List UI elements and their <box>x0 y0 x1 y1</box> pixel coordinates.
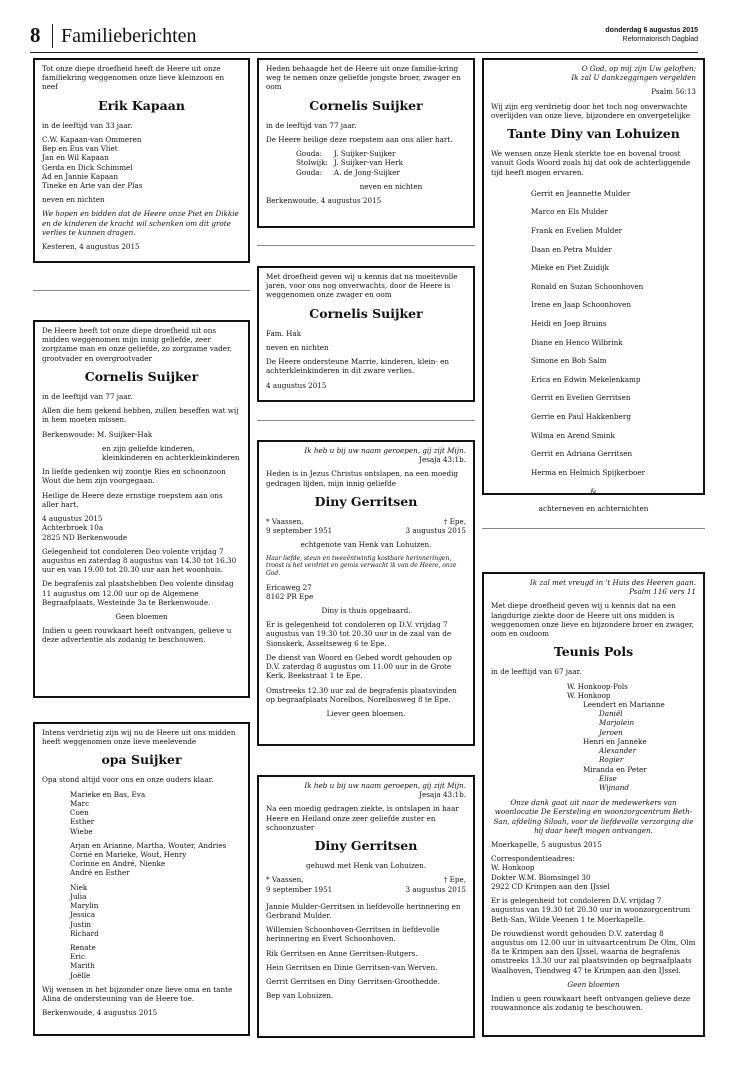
page-number: 8 <box>30 23 41 47</box>
family-member: Herma en Helmich Spijkerboer <box>531 467 646 477</box>
family-line: Hein Gerritsen en Dinie Gerritsen-van Werven. <box>266 962 438 972</box>
address-city: 8162 PR Epe <box>266 591 314 601</box>
notice-diny-gerritsen-siblings <box>257 775 475 1038</box>
cousins-line: neven en nichten <box>266 342 329 352</box>
condolence-text: Gelegenheid tot condoleren Deo volente vrijdag 7 augustus en zaterdag 8 augustus van 14.30 tot 16.30 uur en van 19.00 tot 20.30 uur aan het woonhuis. <box>42 546 237 575</box>
age-line: in de leeftijd van 33 jaar. <box>42 120 133 130</box>
grandchildren-group <box>42 943 241 980</box>
ampersand: & <box>590 486 597 496</box>
notice-intro: Heden is in Jezus Christus ontslapen, na een moedig gedragen lijden, mijn innig geliefde <box>266 469 459 488</box>
grandchild: Julia <box>70 891 87 901</box>
verse-text: Heilige de Heere deze ernstige roepstem aan ons aller hart. <box>42 490 223 509</box>
deceased-name: Diny Gerritsen <box>314 493 418 509</box>
grandchild: André en Esther <box>70 868 130 878</box>
grandchild: Marith <box>70 961 95 971</box>
funeral-text: De begrafenis zal plaatshebben Deo volente dinsdag 11 augustus om 12.00 uur op de Algemene Begraafplaats, Westeinde 3a te Berkenwoude. <box>42 579 234 607</box>
grandchild: Corinne en André, Nienke <box>70 859 166 869</box>
grandchild: Joëlle <box>70 970 91 980</box>
family-member: Miranda en Peter <box>583 764 647 774</box>
place-date: Berkenwoude, 4 augustus 2015 <box>42 1008 158 1018</box>
grandchildren-group <box>42 883 241 938</box>
grandchild: Eric <box>70 952 86 962</box>
place-date: Moerkapelle, 5 augustus 2015 <box>491 840 602 850</box>
place-date: Berkenwoude, 4 augustus 2015 <box>266 195 382 205</box>
family-member: Tineke en Arie van der Plas <box>42 180 143 190</box>
grandchild: Rogier <box>599 755 624 765</box>
grandchild: Marieke en Bas, Eva <box>70 789 146 799</box>
notice-cornelis-suijker-siblings <box>257 58 475 228</box>
address-street: Achterbroek 10a <box>42 523 104 533</box>
condolence-text: Er is gelegenheid tot condoleren op D.V. vrijdag 7 augustus van 19.30 tot 20.30 uur in de zaal van de Sionskerk, Asseltseweg 6 te Epe. <box>266 620 452 648</box>
bible-ref: Psalm 56:13 <box>651 87 696 97</box>
notice-intro: De Heere heeft tot onze diepe droefheid uit ons midden weggenomen mijn innig geliefde, zeer zorgzame man en onze geliefde, zo zorgzame vader, grootvader en overgrootvader <box>42 326 232 363</box>
flowers-line: Liever geen bloemen. <box>326 708 406 718</box>
died-date: 3 augustus 2015 <box>405 526 466 536</box>
address-line: 2922 CD Krimpen aan den IJssel <box>491 881 610 891</box>
divider <box>257 420 475 421</box>
family-member: Marco en Els Mulder <box>531 207 608 217</box>
spouse-line: echtgenote van Henk van Lohuizen. <box>300 540 432 550</box>
poem-line: troost is het verdriet en gemis verwacht ik van de Heere, onze God. <box>266 562 457 577</box>
notice-diny-gerritsen-spouse <box>257 440 475 746</box>
service-text: De dienst van Woord en Gebed wordt gehouden op D.V. zaterdag 8 augustus om 11.00 uur in de Grote Kerk, Beekstraat 1 te Epe. <box>266 652 452 681</box>
family-member: Erica en Edwin Mekelenkamp <box>531 374 641 384</box>
died-place: † Epe, <box>443 875 466 885</box>
verse-text: De Heere heilige deze roepstem aan ons aller hart. <box>266 134 453 144</box>
bible-ref: Psalm 116 vers 11 <box>629 587 696 597</box>
birth-death-dates <box>266 885 466 894</box>
family-member: Daan en Petra Mulder <box>531 244 612 254</box>
address-label: Correspondentieadres: <box>491 854 575 864</box>
divider <box>482 528 705 529</box>
grandchildren-group <box>42 790 241 836</box>
header-date: donderdag 6 augustus 2015 <box>605 27 698 34</box>
condolence-text: Er is gelegenheid tot condoleren D.V. vrijdag 7 augustus van 19.30 tot 20.30 uur in woonzorgcentrum Beth-San, Wilde Veenen 1 te Moerkapelle. <box>491 896 691 924</box>
notice-intro: Na een moedig gedragen ziekte, is ontslapen in haar Heere en Heiland onze zeer geliefde zuster en schoonzuster <box>266 804 459 832</box>
deceased-name: opa Suijker <box>101 752 182 768</box>
family-line: Jannie Mulder-Gerritsen in liefdevolle herinnering en Gerbrand Mulder. <box>266 901 461 920</box>
notice-intro: Met droefheid geven wij u kennis dat na moeitevolle jaren, voor ons nog onverwachts, door de Heere is weggenomen onze zwager en oom <box>266 272 458 300</box>
section-title: Familieberichten <box>52 24 197 48</box>
family-line: Bep van Lohuizen. <box>266 991 334 1001</box>
family-member: Ad en Jannie Kapaan <box>42 171 118 181</box>
support-text: De Heere ondersteune Marrie, kinderen, klein- en achterkleinkinderen in dit zware verlies. <box>266 357 450 376</box>
deceased-name: Diny Gerritsen <box>314 838 418 854</box>
notice-intro: Heden behaagde het de Heere uit onze familie-kring weg te nemen onze geliefde jongste broer, zwager en oom <box>266 64 461 92</box>
family-member: Leendert en Marianne <box>583 699 665 709</box>
grandchild: Jessica <box>70 910 96 920</box>
family-line: Willemien Schoonhoven-Gerritsen in liefdevolle herinnering en Evert Schoonhoven. <box>266 925 440 944</box>
notice-intro: Met diepe droefheid geven wij u kennis dat na een langdurige ziekte door de Heere uit ons midden is weggenomen onze lieve en bijzondere broer en zwager, oom en oudoom <box>491 601 694 639</box>
header-meta <box>605 26 698 44</box>
grandchildren-group <box>42 841 241 878</box>
family-member: Irene en Jaap Schoonhoven <box>531 300 631 310</box>
grandchild: Esther <box>70 817 95 827</box>
family-member: Wilma en Arend Smink <box>531 430 615 440</box>
funeral-text: De rouwdienst wordt gehouden D.V. zaterdag 8 augustus om 12.00 uur in uitvaartcentrum De Olm, Olm 8a te Krimpen aan den IJssel, waarna de begrafenis omstreeks 13.30 uur zal plaatsvinden op begraafplaats Waalhoven, Tiendweg 47 te Krimpen aan den IJssel. <box>491 928 696 975</box>
notice-teunis-pols <box>482 572 705 1037</box>
notice-cornelis-suijker-hak <box>257 266 475 402</box>
family-member: J. Suijker-Suijker <box>333 149 396 159</box>
flowers-line: Geen bloemen <box>115 612 168 622</box>
family-member: Gerrit en Adriana Gerritsen <box>531 449 633 459</box>
died-place: † Epe, <box>443 516 466 526</box>
flowers-line: Geen bloemen <box>567 979 620 989</box>
family-line: Gerrit Gerritsen en Diny Gerritsen-Groothedde. <box>266 977 440 987</box>
burial-text: Omstreeks 12.30 uur zal de begrafenis plaatsvinden op begraafplaats Norelbos, Norelbosweg 8 te Epe. <box>266 685 457 704</box>
family-line: Rik Gerritsen en Anne Gerritsen-Rutgers. <box>266 948 418 958</box>
deceased-name: Cornelis Suijker <box>84 368 199 384</box>
family-member: A. de Jong-Suijker <box>333 167 400 177</box>
age-line: in de leeftijd van 77 jaar. <box>266 120 357 130</box>
children-line: kleinkinderen en achterkleinkinderen <box>102 452 240 462</box>
notice-text: Indien u geen rouwkaart heeft ontvangen, gelieve u deze advertentie als zodanig te beschouwen. <box>42 626 232 645</box>
bible-quote: Ik zal U dankzeggingen vergelden <box>571 73 696 83</box>
home-line: Diny is thuis opgebaard. <box>321 605 411 615</box>
grandchild: Daniël <box>599 709 623 719</box>
family-member: Heidi en Joep Bruins <box>531 319 607 329</box>
notice-intro: Intens verdrietig zijn wij nu de Heere uit ons midden heeft weggenomen onze lieve meelevende <box>42 728 236 747</box>
family-member: C.W. Kapaan-van Ommeren <box>42 134 142 144</box>
poem-line: Haar liefde, steun en tweeëntwintig kostbare herinneringen, <box>266 554 452 562</box>
deceased-name: Erik Kapaan <box>98 97 185 113</box>
thanks-text: Onze dank gaat uit naar de medewerkers van woonlocatie De Eersteling en woonzorgcentrum Beth-San, afdeling Siloah, voor de liefdevolle verzorging die hij daar heeft mogen ontvangen. <box>493 798 694 835</box>
family-member: Gerrit en Jeannette Mulder <box>531 188 631 198</box>
children-line: en zijn geliefde kinderen, <box>102 443 195 453</box>
grandchild: Jeroen <box>599 727 623 737</box>
family-place: Stolwijk: <box>296 158 328 168</box>
family-member: Bep en Eus van Vliet <box>42 144 118 154</box>
grandchild: Wiebe <box>70 826 93 836</box>
notice-intro: Tot onze diepe droefheid heeft de Heere uit onze familiekring weggenomen onze lieve kleinzoon en neef <box>42 64 225 92</box>
deceased-name: Cornelis Suijker <box>309 97 423 113</box>
knew-text: Allen die hem gekend hebben, zullen beseffen wat wij in hem moeten missen. <box>42 406 239 425</box>
bible-quote: O God, op mij zijn Uw geloften; <box>581 64 696 73</box>
bible-ref: Jesaja 43:1b. <box>419 790 466 800</box>
family-row <box>296 149 409 158</box>
notice-cornelis-suijker-family <box>33 320 250 698</box>
age-line: in de leeftijd van 67 jaar. <box>491 667 582 677</box>
family-member: Gerrie en Paul Hakkenberg <box>531 412 631 422</box>
fam-line: Fam. Hak <box>266 328 302 338</box>
notice-date: 4 augustus 2015 <box>42 514 103 524</box>
notice-opa-suijker <box>33 722 250 1036</box>
header-rule <box>30 52 698 53</box>
wish-text: Wij wensen in het bijzonder onze lieve oma en tante Alina de ondersteuning van de Heere toe. <box>42 984 233 1004</box>
family-member: Gerda en Dick Schimmel <box>42 162 133 172</box>
bible-ref: Jesaja 43:1b. <box>419 455 466 465</box>
divider <box>33 290 250 291</box>
deceased-name: Tante Diny van Lohuizen <box>507 126 680 142</box>
birth-death-dates <box>266 526 466 535</box>
notice-intro: Wij zijn erg verdrietig door het toch nog onverwachte overlijden van onze lieve, bijzondere en onvergetelijke <box>491 101 690 120</box>
bible-quote: Ik heb u bij uw naam geroepen, gij zijt Mijn. <box>304 781 466 790</box>
grandchild: Coen <box>70 808 89 818</box>
grandchild: Corné en Marieke, Wout, Henry <box>70 849 187 859</box>
notice-tante-diny-van-lohuizen <box>482 58 705 513</box>
grandchild: Renate <box>70 942 96 952</box>
address-street: Ericaweg 27 <box>266 582 312 592</box>
family-row <box>296 158 409 167</box>
family-member: Jan en Wil Kapaan <box>42 153 109 163</box>
family-list <box>491 189 696 477</box>
notice-erik-kapaan <box>33 58 250 263</box>
family-place: Gouda: <box>296 149 323 159</box>
family-member: Ronald en Suzan Schoonhoven <box>531 281 644 291</box>
grandchild: Justin <box>70 919 92 929</box>
family-member: Gerrit en Evelien Gerritsen <box>531 393 631 403</box>
grandchild: Wijnand <box>599 782 629 792</box>
grandchild: Richard <box>70 928 99 938</box>
address-line: W. Honkoop <box>491 863 535 873</box>
place-date: Kesteren, 4 augustus 2015 <box>42 242 140 252</box>
deceased-name: Cornelis Suijker <box>309 305 423 321</box>
born-date: 9 september 1951 <box>266 526 333 536</box>
family-place: Gouda: <box>296 167 323 177</box>
family-member: W. Honkoop <box>567 690 611 700</box>
born-place: * Vaassen, <box>266 875 304 885</box>
birth-death-row <box>266 875 466 884</box>
family-table <box>296 149 409 177</box>
family-member: Mieke en Piet Zuidijk <box>531 263 609 273</box>
divider <box>257 245 475 246</box>
cousins-line: neven en nichten <box>359 181 423 191</box>
memory-text: In liefde gedenken wij zoontje Ries en schoonzoon Wout die hem zijn voorgegaan. <box>42 467 226 486</box>
page-header <box>30 22 698 52</box>
birth-death-row <box>266 517 466 526</box>
bible-quote: Ik zal met vreugd in 't Huis des Heeren gaan. <box>529 578 696 587</box>
header-paper: Reformatorisch Dagblad <box>622 36 698 44</box>
notice-date: 4 augustus 2015 <box>266 380 327 390</box>
grandchild: Alexander <box>599 746 637 756</box>
family-member: Diane en Henco Wilbrink <box>531 337 623 347</box>
grandchild: Elise <box>599 773 617 783</box>
grandchild: Marjolein <box>599 718 635 728</box>
wish-text: We hopen en bidden dat de Heere onze Piet en Dikkie en de kinderen de kracht wil schenken om dit grote verlies te kunnen dragen. <box>42 209 239 237</box>
grandchild: Arjan en Arianne, Martha, Wouter, Andries <box>70 840 227 850</box>
deceased-name: Teunis Pols <box>553 644 634 660</box>
age-line: in de leeftijd van 77 jaar. <box>42 391 133 401</box>
family-member: W. Honkoop-Pols <box>567 681 628 691</box>
family-member: Simone en Bob Salm <box>531 356 607 366</box>
family-member: Henri en Janneke <box>583 736 647 746</box>
bible-quote: Ik heb u bij uw naam geroepen, gij zijt Mijn. <box>304 446 466 455</box>
grandchild: Marc <box>70 798 90 808</box>
wish-text: We wensen onze Henk sterkte toe en bovenal troost vanuit Gods Woord zoals hij dat ook de achterliggende tijd heeft mogen ervaren. <box>491 149 691 177</box>
born-date: 9 september 1951 <box>266 884 333 894</box>
born-place: * Vaassen, <box>266 516 304 526</box>
line-text: Opa stond altijd voor ons en onze ouders klaar. <box>42 775 214 785</box>
family-list <box>42 135 241 190</box>
cousins-line: neven en nichten <box>42 195 105 205</box>
family-row <box>296 168 409 177</box>
cousins-line: achterneven en achternichten <box>538 503 649 513</box>
family-member: Frank en Evelien Mulder <box>531 225 623 235</box>
grandchild: Niek <box>70 882 88 892</box>
died-date: 3 augustus 2015 <box>405 884 466 894</box>
spouse-line: gehuwd met Henk van Lohuizen. <box>305 861 427 871</box>
grandchild: Marylin <box>70 901 99 911</box>
sender-line: Berkenwoude: M. Suijker-Hak <box>42 429 153 439</box>
family-member: J. Suijker-van Herk <box>333 158 403 168</box>
address-city: 2825 ND Berkenwoude <box>42 532 128 542</box>
address-line: Dokter W.M. Blomsingel 30 <box>491 872 591 882</box>
notice-text: Indien u geen rouwkaart heeft ontvangen gelieve deze rouwannonce als zodanig te beschouwen. <box>491 994 691 1013</box>
